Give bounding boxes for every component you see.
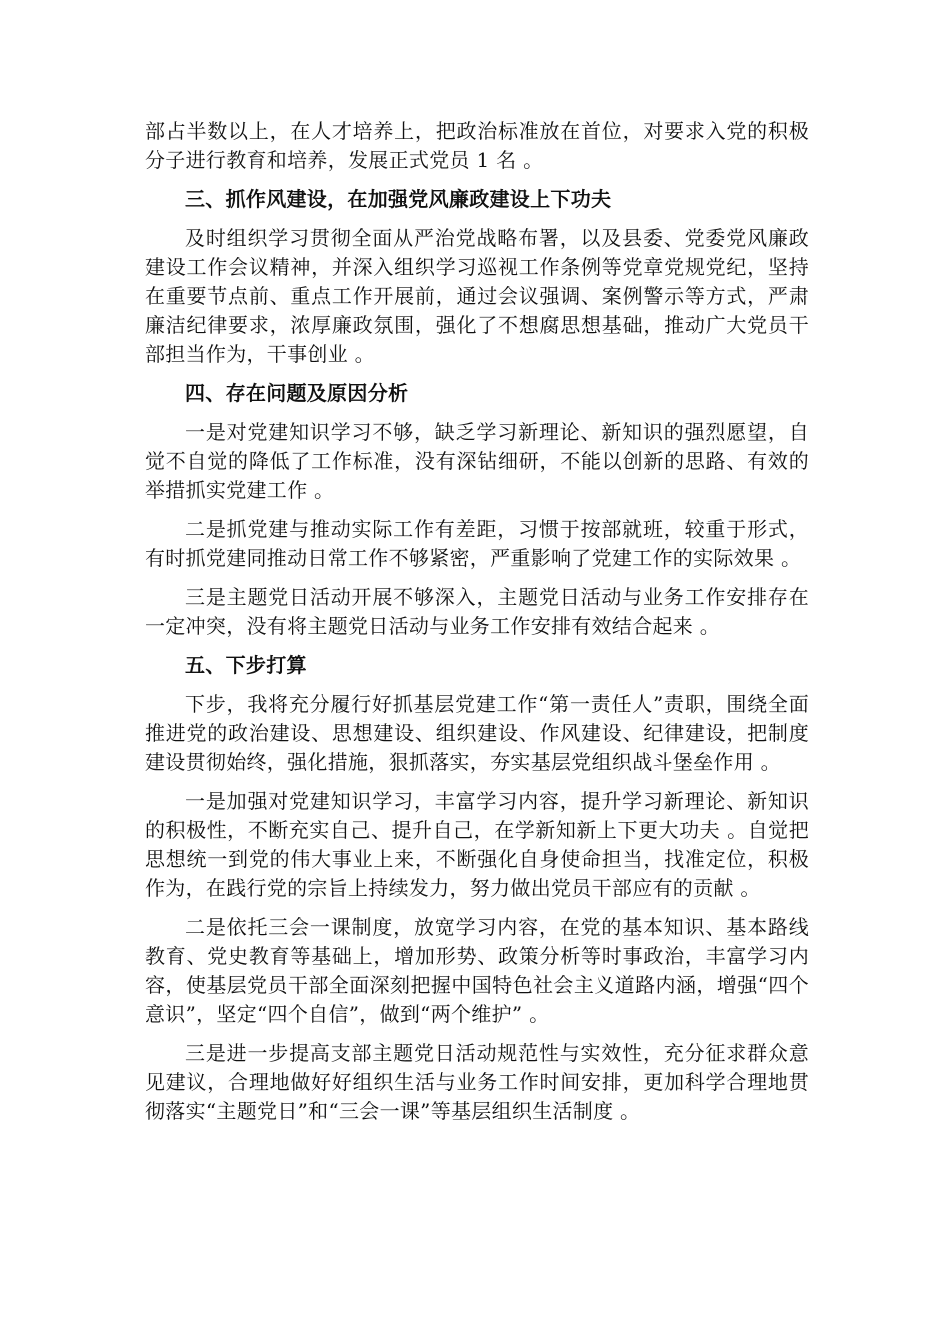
body-paragraph: 三是主题党日活动开展不够深入，主题党日活动与业务工作安排存在一定冲突，没有将主题党日活动与业务工作安排有效结合起来 。: [145, 585, 809, 638]
body-paragraph: 下步，我将充分履行好抓基层党建工作“第一责任人”责职，围绕全面推进党的政治建设、思想建设、组织建设、作风建设、纪律建设，把制度建设贯彻始终，强化措施，狠抓落实，夯实基层党组织战斗堡垒作用 。: [145, 692, 809, 774]
document-body: [145, 117, 809, 1136]
body-paragraph: 及时组织学习贯彻全面从严治党战略布署，以及县委、党委党风廉政建设工作会议精神，并深入组织学习巡视工作条例等党章党规党纪，坚持在重要节点前、重点工作开展前，通过会议强调、案例警示等方式，严肃廉洁纪律要求，浓厚廉政氛围，强化了不想腐思想基础，推动广大党员干部担当作为，干事创业 。: [145, 226, 809, 366]
body-paragraph: 一是对党建知识学习不够，缺乏学习新理论、新知识的强烈愿望，自觉不自觉的降低了工作标准，没有深钻细研，不能以创新的思路、有效的举措抓实党建工作 。: [145, 420, 809, 502]
body-paragraph: 二是依托三会一课制度，放宽学习内容，在党的基本知识、基本路线教育、党史教育等基础上，增加形势、政策分析等时事政治，丰富学习内容，使基层党员干部全面深刻把握中国特色社会主义道路内涵，增强“四个意识”，坚定“四个自信”，做到“两个维护” 。: [145, 915, 809, 1026]
section-heading-5: 五、下步打算: [185, 653, 307, 677]
body-paragraph: 部占半数以上，在人才培养上，把政治标准放在首位，对要求入党的积极分子进行教育和培养，发展正式党员 1 名 。: [145, 119, 809, 172]
body-paragraph: 一是加强对党建知识学习，丰富学习内容，提升学习新理论、新知识的积极性，不断充实自己、提升自己，在学新知新上下更大功夫 。自觉把思想统一到党的伟大事业上来，不断强化自身使命担当，找准定位，积极作为，在践行党的宗旨上持续发力，努力做出党员干部应有的贡献 。: [145, 789, 809, 900]
section-heading-3: 三、抓作风建设，在加强党风廉政建设上下功夫: [185, 187, 612, 211]
body-paragraph: 三是进一步提高支部主题党日活动规范性与实效性，充分征求群众意见建议，合理地做好好组织生活与业务工作时间安排，更加科学合理地贯彻落实“主题党日”和“三会一课”等基层组织生活制度 。: [145, 1041, 809, 1123]
body-paragraph: 二是抓党建与推动实际工作有差距，习惯于按部就班，较重于形式，有时抓党建同推动日常工作不够紧密，严重影响了党建工作的实际效果 。: [145, 517, 809, 570]
section-heading-4: 四、存在问题及原因分析: [185, 381, 409, 405]
